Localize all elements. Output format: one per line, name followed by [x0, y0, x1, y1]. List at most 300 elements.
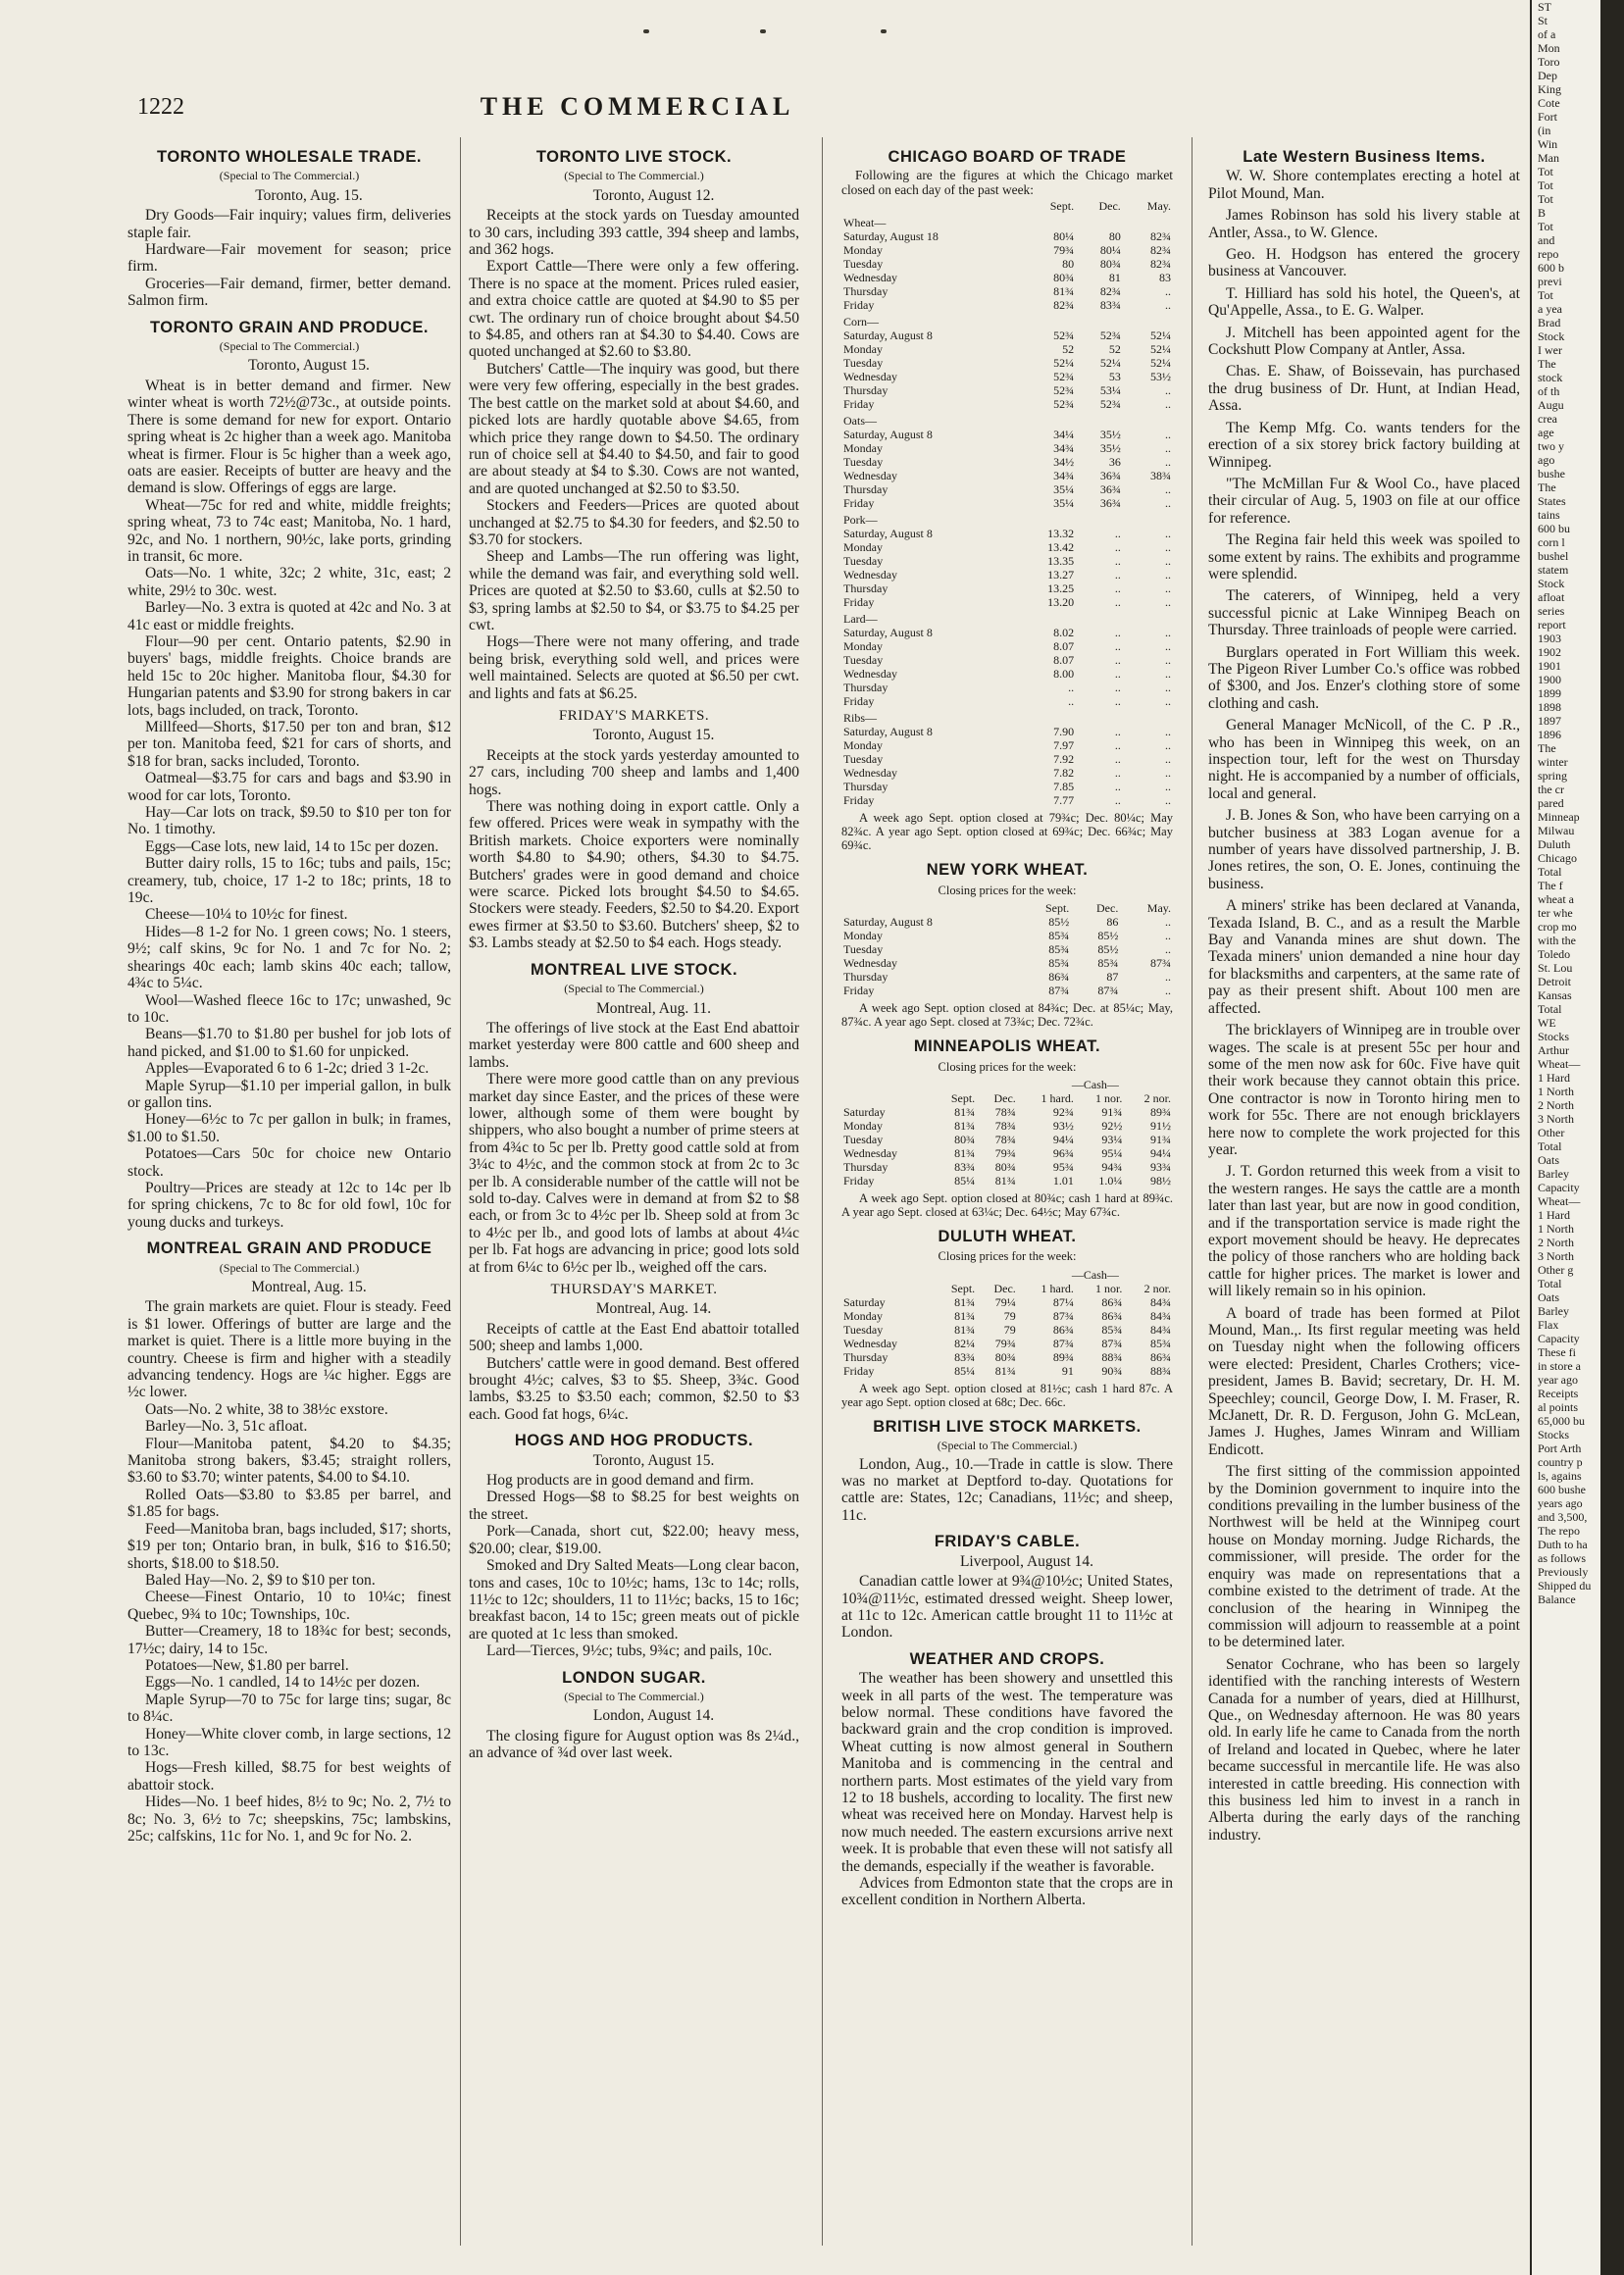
- fragment-text: Milwau: [1538, 824, 1575, 837]
- fragment-text: repo: [1538, 247, 1559, 261]
- fragment-text: Dep: [1538, 69, 1557, 82]
- fragment-text: The: [1538, 741, 1556, 755]
- row-label: Tuesday: [843, 257, 884, 272]
- paragraph-list: [841, 1670, 1173, 1909]
- header-row: [841, 199, 1173, 213]
- table-row: [841, 681, 1173, 694]
- price-cell: 79: [1003, 1322, 1016, 1337]
- table-row: [841, 257, 1173, 271]
- price-cell: 81¾: [994, 1363, 1016, 1378]
- price-cell: ..: [1165, 284, 1171, 299]
- table-caption: Closing prices for the week:: [938, 1059, 1077, 1074]
- fragment-text: Total: [1538, 865, 1562, 879]
- header-cell: May.: [1146, 199, 1171, 214]
- article-weather-crops: [841, 1651, 1173, 1909]
- commodity-label: Pork—: [843, 513, 878, 528]
- table-row: [841, 595, 1173, 609]
- price-cell: ..: [1068, 694, 1075, 709]
- row-label: Thursday: [843, 780, 888, 794]
- table-row: [841, 482, 1173, 496]
- header-cell: [841, 901, 1018, 915]
- row-label: Monday: [843, 1119, 883, 1134]
- fragment-text: Total: [1538, 1139, 1562, 1153]
- fragment-text: 1 North: [1538, 1222, 1574, 1236]
- header-cell: Dec.: [1096, 901, 1119, 916]
- row-label: Thursday: [843, 1349, 888, 1364]
- fragment-text: 3 North: [1538, 1249, 1574, 1263]
- table-row: [841, 1133, 1173, 1146]
- price-cell: 91¾: [1101, 1105, 1123, 1120]
- paragraph: Barley—No. 3, 51c afloat.: [145, 1418, 308, 1436]
- table-row: [841, 970, 1173, 984]
- fragment-text: Augu: [1538, 398, 1564, 412]
- price-cell: ..: [1114, 725, 1121, 739]
- paragraph: Advices from Edmonton state that the crops are in excellent condition in Northern Alberta.: [841, 1875, 1173, 1909]
- price-cell: ..: [1114, 653, 1121, 668]
- price-cell: ..: [1165, 766, 1171, 781]
- paragraph-list: [127, 378, 451, 1231]
- special-line: (Special to The Commercial.): [219, 339, 360, 354]
- article-toronto-grain: [127, 320, 451, 1232]
- fragment-text: stock: [1538, 371, 1563, 384]
- price-cell: 81¾: [954, 1105, 976, 1120]
- price-cell: ..: [1165, 942, 1171, 957]
- paragraph: Wheat is in better demand and firmer. New winter wheat is worth 72½@73c., at outside points. There is some demand for new for export. Ontario spring wheat is 2c higher than a week ago. Manitoba wheat is firmer. Flour is 5c higher than a week ago, oats are easier. Receipts of butter are heavy and the demand is slow. Offerings of eggs are large.: [127, 377, 451, 497]
- masthead: THE COMMERCIAL: [480, 92, 795, 121]
- article-new-york-wheat: [841, 862, 1173, 1029]
- price-cell: 52¼: [1150, 329, 1171, 343]
- table-row: [841, 469, 1173, 482]
- paragraph: Potatoes—New, $1.80 per barrel.: [145, 1656, 349, 1674]
- price-cell: 53¼: [1099, 383, 1121, 398]
- table-row: [841, 540, 1173, 554]
- commodity-row: [841, 213, 1173, 229]
- price-cell: 52¾: [1053, 397, 1075, 412]
- price-cell: 80¾: [1099, 257, 1121, 272]
- price-cell: ..: [1165, 397, 1171, 412]
- paragraph: Sheep and Lambs—The run offering was light, while the demand was fair, and everything sold well. Prices are quoted at $2.50 to $3.60, culls at $2.50 to $3, spring lambs at $2.50 to $4, or $3.75 to $4.25 per cwt.: [469, 548, 799, 633]
- price-cell: 1.01: [1052, 1174, 1074, 1188]
- row-label: Friday: [843, 984, 875, 998]
- paragraph-list: [127, 1298, 451, 1845]
- article-hog-products: [469, 1433, 799, 1659]
- table-row: [841, 342, 1173, 356]
- row-label: Monday: [843, 639, 883, 654]
- price-cell: ..: [1165, 441, 1171, 456]
- headline: FRIDAY'S CABLE.: [934, 1533, 1081, 1551]
- table-row: [841, 1105, 1173, 1119]
- price-cell: 34¼: [1053, 428, 1075, 442]
- paragraph: Maple Syrup—$1.10 per imperial gallon, in bulk or gallon tins.: [127, 1077, 451, 1111]
- fragment-text: Previously: [1538, 1565, 1589, 1579]
- article-british-live-stock: [841, 1419, 1173, 1524]
- fragment-text: Port Arth: [1538, 1441, 1582, 1455]
- price-cell: 81¾: [954, 1119, 976, 1134]
- price-cell: 35½: [1099, 428, 1121, 442]
- price-cell: 79¾: [994, 1336, 1016, 1350]
- price-cell: 89¾: [1150, 1105, 1171, 1120]
- table-row: [841, 1160, 1173, 1174]
- price-cell: 8.07: [1053, 653, 1075, 668]
- fragment-text: Minneap: [1538, 810, 1580, 824]
- price-cell: 83¾: [954, 1349, 976, 1364]
- paragraph: J. T. Gordon returned this week from a visit to the western ranges. He says the cattle are a month later than last year, but are now in good condition, and if the transportation service is made right the export movement should be heavy. He deprecates the policy of those ranchers who are holding back cattle for higher prices. The market is lower and will likely remain so in his opinion.: [1208, 1163, 1520, 1300]
- fragment-text: Win: [1538, 137, 1558, 151]
- fragment-text: The f: [1538, 879, 1563, 892]
- article-london-sugar: [469, 1670, 799, 1762]
- fragment-text: 600 bu: [1538, 522, 1570, 535]
- paragraph: Apples—Evaporated 6 to 6 1-2c; dried 3 1-2c.: [145, 1060, 430, 1078]
- price-cell: 13.35: [1047, 554, 1075, 569]
- row-label: Monday: [843, 342, 883, 357]
- table-row: [841, 1364, 1173, 1378]
- fragment-text: Mon: [1538, 41, 1560, 55]
- price-cell: 82¾: [1150, 257, 1171, 272]
- price-cell: ..: [1165, 667, 1171, 682]
- row-label: Tuesday: [843, 554, 884, 569]
- row-label: Tuesday: [843, 942, 884, 957]
- price-cell: 36¾: [1099, 482, 1121, 497]
- fragment-text: Tot: [1538, 220, 1553, 233]
- price-cell: ..: [1114, 554, 1121, 569]
- paragraph: The Kemp Mfg. Co. wants tenders for the erection of a six storey brick factory building at Winnipeg.: [1208, 419, 1520, 471]
- price-cell: 87¼: [1052, 1294, 1074, 1309]
- fragment-text: 1 Hard: [1538, 1071, 1570, 1085]
- headline: HOGS AND HOG PRODUCTS.: [514, 1432, 754, 1450]
- row-label: Monday: [843, 441, 883, 456]
- table-row: [841, 568, 1173, 581]
- fragment-text: crea: [1538, 412, 1557, 426]
- dateline: Montreal, Aug. 15.: [251, 1279, 367, 1295]
- price-cell: ..: [1165, 581, 1171, 596]
- dateline: Toronto, August 12.: [592, 186, 715, 204]
- intro: Following are the figures at which the Chicago market closed on each day of the past week:: [841, 168, 1173, 198]
- fragment-text: King: [1538, 82, 1561, 96]
- price-cell: 85¾: [1150, 1336, 1171, 1350]
- dateline: Montreal, Aug. 14.: [595, 1300, 712, 1318]
- table-row: [841, 1146, 1173, 1160]
- price-cell: 86: [1106, 915, 1119, 930]
- fragment-text: Tot: [1538, 178, 1553, 192]
- price-cell: 86¾: [1052, 1322, 1074, 1337]
- price-cell: 87¾: [1150, 956, 1171, 971]
- row-label: Thursday: [843, 581, 888, 596]
- price-cell: 84¾: [1150, 1308, 1171, 1323]
- fragment-text: Duth to ha: [1538, 1538, 1588, 1551]
- price-cell: 82¾: [1053, 298, 1075, 313]
- table-caption: Closing prices for the week:: [938, 883, 1077, 897]
- price-cell: 85½: [1097, 942, 1119, 957]
- price-cell: 13.42: [1047, 540, 1075, 555]
- paragraph: Wool—Washed fleece 16c to 17c; unwashed, 9c to 10c.: [127, 991, 451, 1026]
- fragment-text: age: [1538, 426, 1554, 439]
- table-row: [841, 1174, 1173, 1188]
- table-row: [841, 653, 1173, 667]
- price-cell: 7.82: [1053, 766, 1075, 781]
- fragment-text: Flax: [1538, 1318, 1559, 1332]
- paragraph: Millfeed—Shorts, $17.50 per ton and bran, $12 per ton. Manitoba feed, $21 for cars of shorts, and $18 for bran, sacks included, Toronto.: [127, 719, 451, 770]
- paragraph: J. B. Jones & Son, who have been carrying on a butcher business at 383 Logan avenue for a number of years have dissolved partnership, J. B. Jones retires, the son, O. E. Jones, continuing the business.: [1208, 807, 1520, 892]
- price-cell: 83: [1159, 271, 1171, 285]
- paragraph: J. Mitchell has been appointed agent for the Cockshutt Plow Company at Antler, Assa.: [1208, 324, 1520, 359]
- fragment-text: Stock: [1538, 329, 1565, 343]
- dateline: Toronto, August 15.: [248, 357, 370, 375]
- article-western-business: [1208, 149, 1520, 1844]
- dateline: Toronto, Aug. 15.: [255, 186, 363, 204]
- price-cell: 34¾: [1053, 469, 1075, 483]
- price-cell: 81¾: [994, 1174, 1016, 1188]
- price-cell: ..: [1165, 793, 1171, 808]
- header-cell: Dec.: [993, 1281, 1016, 1295]
- fragment-text: Shipped du: [1538, 1579, 1592, 1592]
- price-cell: 79¼: [994, 1294, 1016, 1309]
- table-row: [841, 356, 1173, 370]
- commodity-row: [841, 312, 1173, 329]
- paragraph: Potatoes—Cars 50c for choice new Ontario stock.: [127, 1145, 451, 1180]
- price-cell: 36¾: [1099, 469, 1121, 483]
- price-cell: ..: [1165, 540, 1171, 555]
- price-cell: ..: [1165, 482, 1171, 497]
- paragraph: The closing figure for August option was 8s 2¼d., an advance of ¾d over last week.: [469, 1727, 799, 1762]
- price-cell: 82¼: [954, 1336, 976, 1350]
- price-cell: 85¼: [954, 1363, 976, 1378]
- dateline: Montreal, Aug. 11.: [596, 999, 711, 1017]
- table-row: [841, 1309, 1173, 1323]
- fragment-text: 2 North: [1538, 1236, 1574, 1249]
- page-header: [137, 94, 1138, 124]
- fragment-text: ago: [1538, 453, 1555, 467]
- price-cell: 85¾: [1101, 1322, 1123, 1337]
- fragment-text: Tot: [1538, 165, 1553, 178]
- fragment-text: al points: [1538, 1400, 1578, 1414]
- table-row: [841, 397, 1173, 411]
- price-cell: 88¾: [1101, 1349, 1123, 1364]
- price-cell: 13.32: [1047, 527, 1075, 541]
- fragment-text: the cr: [1538, 783, 1564, 796]
- fragment-text: and: [1538, 233, 1555, 247]
- price-cell: 52¾: [1099, 397, 1121, 412]
- fragment-text: spring: [1538, 769, 1567, 783]
- row-label: Thursday: [843, 482, 888, 497]
- headline: CHICAGO BOARD OF TRADE: [888, 148, 1127, 166]
- price-cell: 84¾: [1150, 1322, 1171, 1337]
- price-cell: ..: [1114, 639, 1121, 654]
- header-cell: [841, 1078, 1018, 1091]
- paragraph: The grain markets are quiet. Flour is steady. Feed is $1 lower. Offerings of butter are large and the market is quiet. There is a little more buying in the country. Cheese is firm and higher with a steadily advancing tendency. Hogs are ¼c higher. Eggs are ½c lower.: [127, 1298, 451, 1401]
- fragment-text: pared: [1538, 796, 1564, 810]
- commodity-label: Corn—: [843, 315, 879, 329]
- price-table: [841, 199, 1173, 807]
- header-cell: 1 hard.: [1040, 1281, 1074, 1295]
- headline: TORONTO WHOLESALE TRADE.: [157, 148, 422, 166]
- fragment-text: Total: [1538, 1277, 1562, 1290]
- paragraph: There was nothing doing in export cattle. Only a few offered. Prices were weak in sympathy with the British markets. Choice exporters were nominally worth $4.80 to $4.90; others, $4.30 to $4.75. Butchers' grades were in good demand and choice were scarce. Picked lots brought $4.50 to $4.65. Stockers were steady. Feeders, $2.50 to $4.20. Export ewes firmer at $3.50 to $3.60. Butchers' sheep, $2 to $3. Lambs steady at $2.50 to $4 each. Hogs steady.: [469, 798, 799, 952]
- article-toronto-wholesale: [127, 149, 451, 310]
- price-cell: ..: [1165, 970, 1171, 985]
- price-cell: 94¼: [1150, 1146, 1171, 1161]
- paragraph: A miners' strike has been declared at Vananda, Texada Island, B. C., and as a result the Marble Bay and Vananda mines are shut down. The Texada miners' union demanded a nine hour day for blacksmiths and carpenters, at the same rate of pay as their present shift. About 100 men are affected.: [1208, 897, 1520, 1017]
- price-cell: ..: [1114, 752, 1121, 767]
- commodity-label: Ribs—: [843, 711, 878, 726]
- price-cell: 1.0¼: [1098, 1174, 1123, 1188]
- fragment-text: 1896: [1538, 728, 1561, 741]
- price-cell: ..: [1114, 568, 1121, 582]
- row-label: Monday: [843, 929, 883, 943]
- commodity-row: [841, 708, 1173, 725]
- fragment-text: Wheat—: [1538, 1194, 1581, 1208]
- row-label: Thursday: [843, 284, 888, 299]
- paragraph-list: [841, 1573, 1173, 1642]
- paragraph-list: [469, 1321, 799, 1423]
- price-cell: 83¾: [954, 1160, 976, 1175]
- row-label: Tuesday: [843, 752, 884, 767]
- header-cell: Sept.: [1044, 901, 1070, 916]
- dateline: Toronto, August 15.: [592, 1451, 715, 1469]
- print-mark: [760, 29, 766, 33]
- table-row: [841, 496, 1173, 510]
- table-row: [841, 441, 1173, 455]
- header-row: [841, 1091, 1173, 1105]
- paragraph: Honey—6½c to 7c per gallon in bulk; in frames, $1.00 to $1.50.: [127, 1111, 451, 1145]
- fragment-text: Duluth: [1538, 837, 1571, 851]
- paragraph: Butchers' cattle were in good demand. Best offered brought 4½c; calves, $3 to $5. Sheep, 3¾c. Good lambs, $3.25 to $3.50 each; common, $2.50 to $3 each. Good fat hogs, 6¼c.: [469, 1354, 799, 1423]
- paragraph: "The McMillan Fur & Wool Co., have placed their circular of Aug. 5, 1903 on file at our office for reference.: [1208, 475, 1520, 527]
- header-row: [841, 1282, 1173, 1295]
- table-row: [841, 455, 1173, 469]
- header-cell: May.: [1146, 901, 1171, 916]
- cash-label: —Cash—: [1071, 1267, 1119, 1282]
- fragment-text: Receipts: [1538, 1387, 1579, 1400]
- header-cell: [841, 1268, 1018, 1282]
- fragment-text: 1900: [1538, 673, 1561, 686]
- table-row: [841, 284, 1173, 298]
- fragment-text: 600 b: [1538, 261, 1564, 275]
- paragraph-list: [469, 747, 799, 952]
- paragraph: Barley—No. 3 extra is quoted at 42c and No. 3 at 41c east or middle freights.: [127, 599, 451, 633]
- price-cell: 34¾: [1053, 441, 1075, 456]
- fragment-text: Barley: [1538, 1304, 1569, 1318]
- headline: DULUTH WHEAT.: [938, 1228, 1077, 1246]
- price-cell: ..: [1114, 694, 1121, 709]
- fragment-text: Kansas: [1538, 988, 1572, 1002]
- fragment-text: Toledo: [1538, 947, 1571, 961]
- price-cell: 86¾: [1150, 1349, 1171, 1364]
- paragraph: James Robinson has sold his livery stable at Antler, Assa., to W. Glence.: [1208, 207, 1520, 241]
- price-cell: 81¾: [1053, 284, 1075, 299]
- fragment-text: Other g: [1538, 1263, 1574, 1277]
- row-label: Saturday, August 18: [843, 229, 939, 244]
- price-cell: 87¾: [1048, 984, 1070, 998]
- paragraph: Butter dairy rolls, 15 to 16c; tubs and pails, 15c; creamery, tub, choice, 17 1-2 to 18c; prints, 18 to 19c.: [127, 855, 451, 907]
- price-cell: 92½: [1101, 1119, 1123, 1134]
- price-cell: 7.97: [1053, 738, 1075, 753]
- headline: TORONTO GRAIN AND PRODUCE.: [149, 318, 430, 336]
- paragraph-list: [1208, 168, 1520, 1844]
- fragment-text: of a: [1538, 27, 1556, 41]
- fragment-text: 600 bushe: [1538, 1483, 1586, 1496]
- fragment-text: ST: [1538, 0, 1552, 14]
- price-cell: 52¼: [1099, 356, 1121, 371]
- price-cell: 88¾: [1150, 1363, 1171, 1378]
- fragment-text: in store a: [1538, 1359, 1581, 1373]
- price-cell: 7.90: [1053, 725, 1075, 739]
- table-row: [841, 942, 1173, 956]
- fragment-text: tains: [1538, 508, 1560, 522]
- table-note: A week ago Sept. option closed at 79¾c; Dec. 80¼c; May 82¾c. A year ago Sept. option closed at 69¾c; Dec. 66¾c; May 69¾c.: [841, 811, 1173, 853]
- price-cell: 92¾: [1052, 1105, 1074, 1120]
- table-row: [841, 738, 1173, 752]
- row-label: Wednesday: [843, 956, 898, 971]
- row-label: Wednesday: [843, 766, 898, 781]
- header-cell: 1 hard.: [1040, 1091, 1074, 1106]
- price-cell: 80: [1108, 229, 1121, 244]
- price-cell: ..: [1114, 540, 1121, 555]
- price-cell: ..: [1114, 581, 1121, 596]
- paragraph: Burglars operated in Fort William this week. The Pigeon River Lumber Co.'s office was robbed of $300, and Jos. Enzer's clothing store of some clothing and cash.: [1208, 643, 1520, 712]
- table-row: [841, 298, 1173, 312]
- row-label: Monday: [843, 243, 883, 258]
- row-label: Monday: [843, 738, 883, 753]
- fragment-text: Balance: [1538, 1592, 1576, 1606]
- row-label: Friday: [843, 1363, 875, 1378]
- paragraph: Receipts at the stock yards yesterday amounted to 27 cars, including 700 sheep and lambs and 1,400 hogs.: [469, 746, 799, 798]
- price-cell: 35¼: [1053, 496, 1075, 511]
- row-label: Thursday: [843, 681, 888, 695]
- price-cell: 78¾: [994, 1133, 1016, 1147]
- print-mark: [881, 29, 887, 33]
- fragment-text: crop mo: [1538, 920, 1577, 934]
- table-note: A week ago Sept. option closed at 80¾c; cash 1 hard at 89¾c. A year ago Sept. closed at 63¼c; Dec. 64½c; May 67¾c.: [841, 1191, 1173, 1220]
- table-note: A week ago Sept. option closed at 81½c; cash 1 hard 87c. A year ago Sept. option closed at 68c; Dec. 66c.: [841, 1381, 1173, 1409]
- fragment-text: Tot: [1538, 288, 1553, 302]
- table-row: [841, 229, 1173, 243]
- price-cell: ..: [1068, 681, 1075, 695]
- paragraph: Wheat—75c for red and white, middle freights; spring wheat, 73 to 74c east; Manitoba, No. 1 hard, 92c, and No. 1 northern, 90½c, lake ports, grinding in transit, 6c more.: [127, 496, 451, 565]
- paragraph: Senator Cochrane, who has been so largely identified with the ranching interests of Western Canada for a number of years, died at Hillhurst, Que., on Wednesday afternoon. He was 80 years old. In early life he came to Canada from the north of Ireland and located in Quebec, where he later became successful in mercantile life. He was also interested in cattle breeding. His connection with this business led him to invest in a ranch in Alberta during the early days of the ranching industry.: [1208, 1655, 1520, 1844]
- row-label: Tuesday: [843, 653, 884, 668]
- table-row: [841, 581, 1173, 595]
- fragment-text: bushel: [1538, 549, 1569, 563]
- article-montreal-live-stock: [469, 962, 799, 1424]
- price-cell: 13.27: [1047, 568, 1075, 582]
- page-number: 1222: [137, 94, 184, 120]
- paragraph: Dry Goods—Fair inquiry; values firm, deliveries staple fair.: [127, 207, 451, 241]
- price-cell: 85¾: [1048, 956, 1070, 971]
- fragment-text: ter whe: [1538, 906, 1573, 920]
- paragraph: Flour—Manitoba patent, $4.20 to $4.35; Manitoba strong bakers, $3.45; straight rollers, $3.60 to $3.70; winter patents, $4.00 to $4.10.: [127, 1435, 451, 1487]
- price-cell: 87: [1106, 970, 1119, 985]
- price-cell: 86¾: [1048, 970, 1070, 985]
- table-row: [841, 639, 1173, 653]
- paragraph: Feed—Manitoba bran, bags included, $17; shorts, $19 per ton; Ontario bran, in bulk, $16 to $16.50; shorts, $18.00 to $18.50.: [127, 1520, 451, 1572]
- paragraph: The caterers, of Winnipeg, held a very successful picnic at Lake Winnipeg Beach on Thursday. Three trainloads of people were carried.: [1208, 587, 1520, 639]
- fragment-text: corn l: [1538, 535, 1565, 549]
- price-cell: 52¾: [1053, 370, 1075, 384]
- table-note: A week ago Sept. option closed at 84¾c; Dec. at 85¼c; May, 87¾c. A year ago Sept. closed at 73¾c; Dec. 72¾c.: [841, 1001, 1173, 1030]
- header-cell: Sept.: [1049, 199, 1075, 214]
- special-line: (Special to The Commercial.): [564, 1689, 704, 1703]
- price-cell: ..: [1165, 984, 1171, 998]
- price-cell: 13.20: [1047, 595, 1075, 610]
- commodity-label: Oats—: [843, 414, 877, 429]
- fragment-text: Capacity: [1538, 1181, 1580, 1194]
- fragment-text: 2 North: [1538, 1098, 1574, 1112]
- paragraph: Geo. H. Hodgson has entered the grocery business at Vancouver.: [1208, 246, 1520, 280]
- headline: LONDON SUGAR.: [562, 1668, 706, 1687]
- row-label: Friday: [843, 496, 875, 511]
- paragraph: Dressed Hogs—$8 to $8.25 for best weights on the street.: [469, 1489, 799, 1523]
- price-cell: 13.25: [1047, 581, 1075, 596]
